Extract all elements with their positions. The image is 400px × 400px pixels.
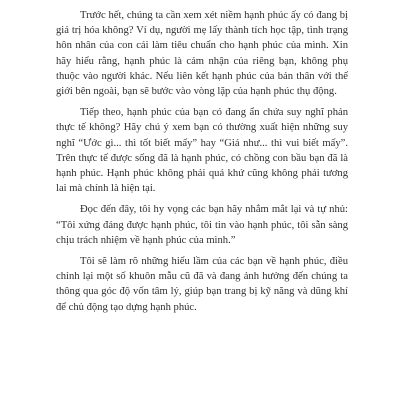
paragraph-2: Tiếp theo, hạnh phúc của bạn có đang ẩn chứa suy nghĩ phản thực tế không? Hãy chú ý xem bạn có thường xuất hiện những suy nghĩ “Ước gì... thì tốt biết mấy” hay “Giá như... thì vui biết mấy”. Trên thực tế được sống đã là hạnh phúc, có chồng con bầu bạn đã là hạnh phúc. Hạnh phúc không phải quá khứ cũng không phải tương lai mà chính là hiện tại. <box>56 107 348 195</box>
paragraph-4: Tôi sẽ làm rõ những hiểu lầm của các bạn về hạnh phúc, điều chỉnh lại một số khuôn mẫu cũ đã và đang ảnh hưởng đến chúng ta thông qua góc độ vốn tâm lý, giúp bạn trang bị kỹ năng và dũng khí để chủ động tạo dựng hạnh phúc. <box>56 256 348 313</box>
body-text <box>56 8 348 321</box>
paragraph-3: Đọc đến đây, tôi hy vọng các bạn hãy nhắm mắt lại và tự nhủ: “Tôi xứng đáng được hạnh phúc, tôi tin vào hạnh phúc, tôi sẵn sàng chịu trách nhiệm về hạnh phúc của mình.” <box>56 204 348 246</box>
paragraph-1: Trước hết, chúng ta cần xem xét niềm hạnh phúc ấy có đang bị giá trị hóa không? Ví dụ, người mẹ lấy thành tích học tập, tình trạng hôn nhân của con cái làm tiêu chuẩn cho hạnh phúc của mình. Xin hãy hiểu rằng, hạnh phúc là cảm nhận của riêng bạn, không phụ thuộc vào người khác. Nếu liên kết hạnh phúc của bản thân với thế giới bên ngoài, bạn sẽ bước vào vòng lặp của hạnh phúc thụ động. <box>56 10 348 98</box>
